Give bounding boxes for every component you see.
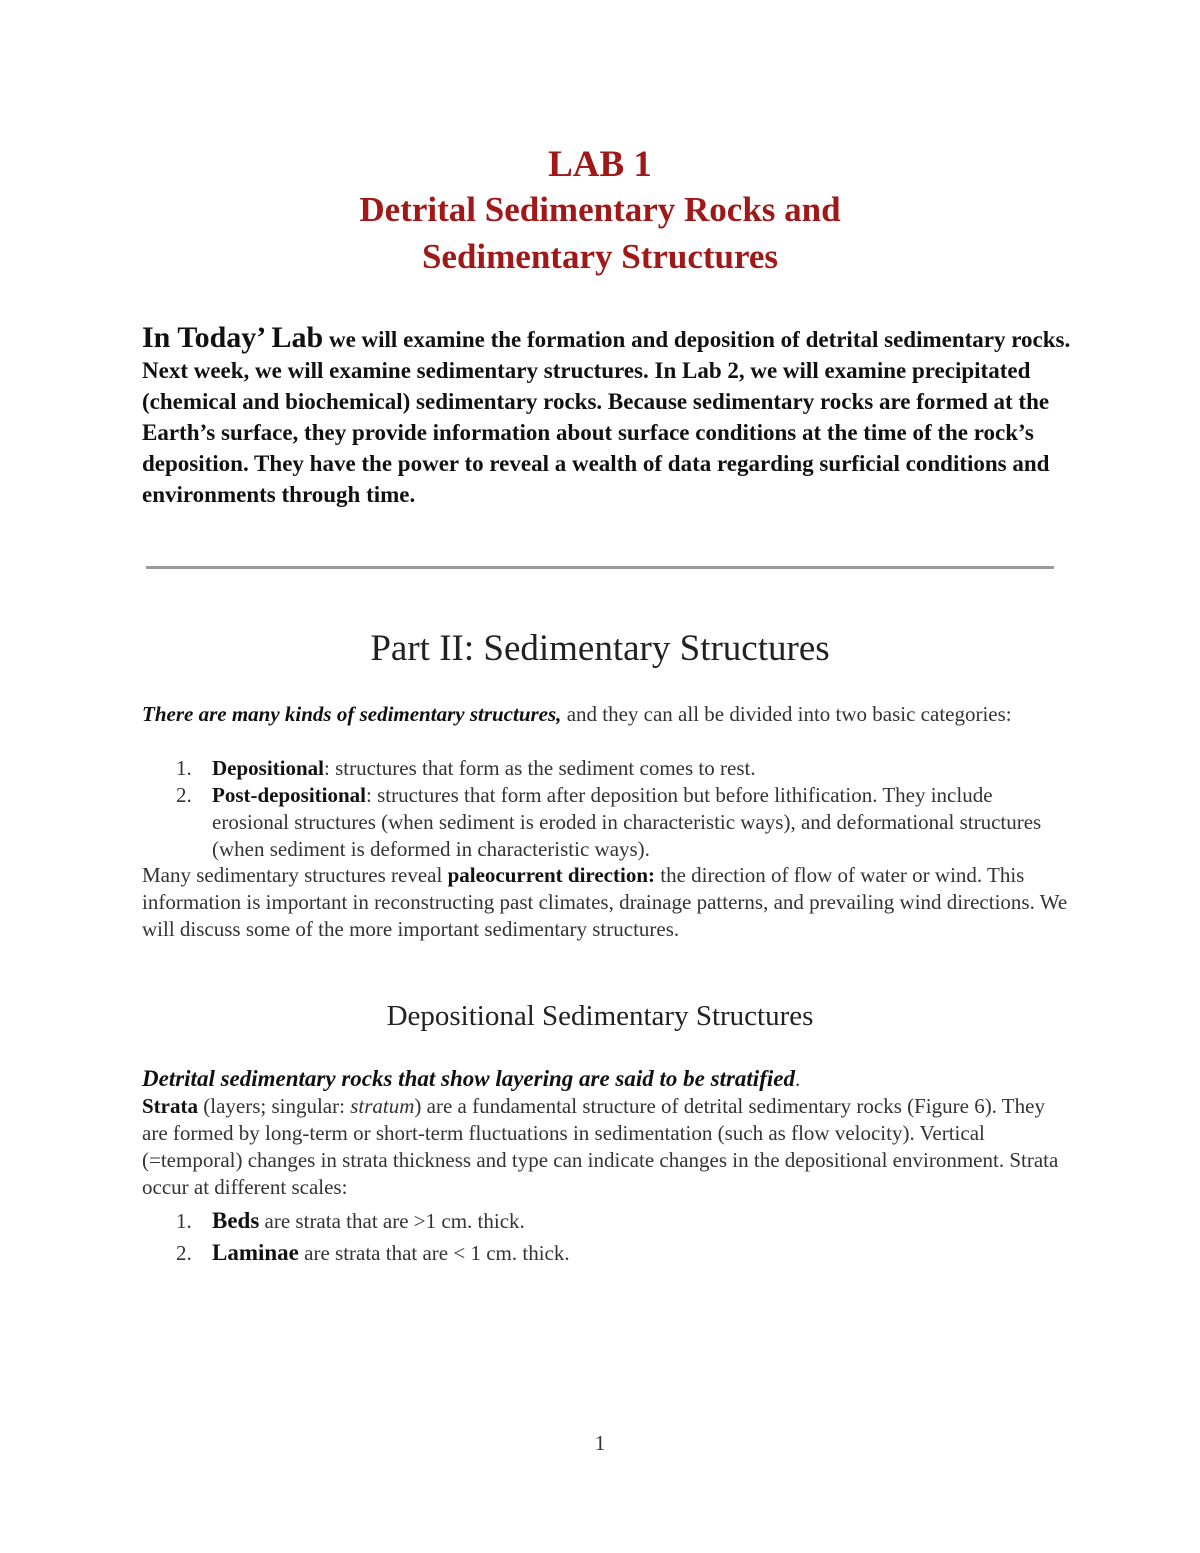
list-item (176, 1237, 1056, 1269)
paleocurrent-paragraph (142, 862, 1072, 943)
intro-text: we will examine the formation and deposition of detrital sedimentary rocks. Next week, we will examine sedimentary structures. In Lab 2, we will examine precipitated (chemical and biochemical) sedimentary rocks. Because sedimentary rocks are formed at the Earth’s surface, they provide information about surface conditions at the time of the rock’s deposition. They have the power to reveal a wealth of data regarding surficial conditions and environments through time. (142, 327, 1071, 507)
part2-intro (142, 701, 1072, 728)
page-number: 1 (594, 1431, 606, 1455)
part2-heading: Part II: Sedimentary Structures (370, 628, 830, 669)
list-number: 2. (176, 783, 192, 807)
part2-intro-text: and they can all be divided into two basic categories: (561, 702, 1012, 726)
strata-term: Strata (142, 1094, 198, 1118)
intro-lead: In Today’ Lab (142, 321, 324, 354)
list-term: Depositional (212, 756, 325, 780)
strata-text-a: (layers; singular: (198, 1094, 351, 1118)
list-term: Post-depositional (212, 783, 367, 807)
intro-paragraph (142, 322, 1072, 510)
lab-subtitle-line1: Detrital Sedimentary Rocks and (359, 190, 841, 229)
list-item (176, 755, 1056, 782)
paleo-post: the direction of flow of water or wind. This information is important in reconstructing past climates, drainage patterns, and prevailing wind directions. We will discuss some of the more important sedimentary structures. (142, 863, 1068, 941)
category-list (176, 755, 1056, 863)
list-term: Beds (212, 1208, 260, 1233)
paleo-pre: Many sedimentary structures reveal (142, 863, 448, 887)
stratified-lead-end: . (794, 1067, 801, 1091)
list-text: : structures that form as the sediment comes to rest. (324, 756, 756, 780)
depositional-heading: Depositional Sedimentary Structures (386, 1000, 814, 1032)
list-number: 2. (176, 1241, 192, 1265)
list-text: are strata that are >1 cm. thick. (259, 1209, 525, 1233)
list-text: are strata that are < 1 cm. thick. (298, 1241, 570, 1265)
paleo-term: paleocurrent direction: (447, 863, 655, 887)
list-text: : structures that form after deposition but before lithification. They include erosional structures (when sediment is eroded in characteristic ways), and deformational structures (when sediment is deformed in characteristic ways). (212, 783, 1042, 861)
lab-title: LAB 1 (548, 144, 652, 185)
list-item (176, 1205, 1056, 1237)
list-term: Laminae (212, 1240, 299, 1265)
strata-singular: stratum (350, 1094, 415, 1118)
list-number: 1. (176, 756, 192, 780)
list-number: 1. (176, 1209, 192, 1233)
strata-text-b: ) are a fundamental structure of detrital sedimentary rocks (Figure 6). They are formed by long-term or short-term fluctuations in sedimentation (such as flow velocity). Vertical (=temporal) changes in strata thickness and type can indicate changes in the depositional environment. Strata occur at different scales: (142, 1094, 1059, 1199)
section-divider (146, 566, 1054, 569)
list-item (176, 782, 1056, 863)
strata-paragraph (142, 1065, 1072, 1201)
lab-subtitle-line2: Sedimentary Structures (421, 237, 779, 276)
scale-list (176, 1205, 1056, 1269)
part2-intro-lead: There are many kinds of sedimentary structures, (142, 702, 562, 726)
stratified-lead: Detrital sedimentary rocks that show layering are said to be stratified (142, 1066, 795, 1091)
